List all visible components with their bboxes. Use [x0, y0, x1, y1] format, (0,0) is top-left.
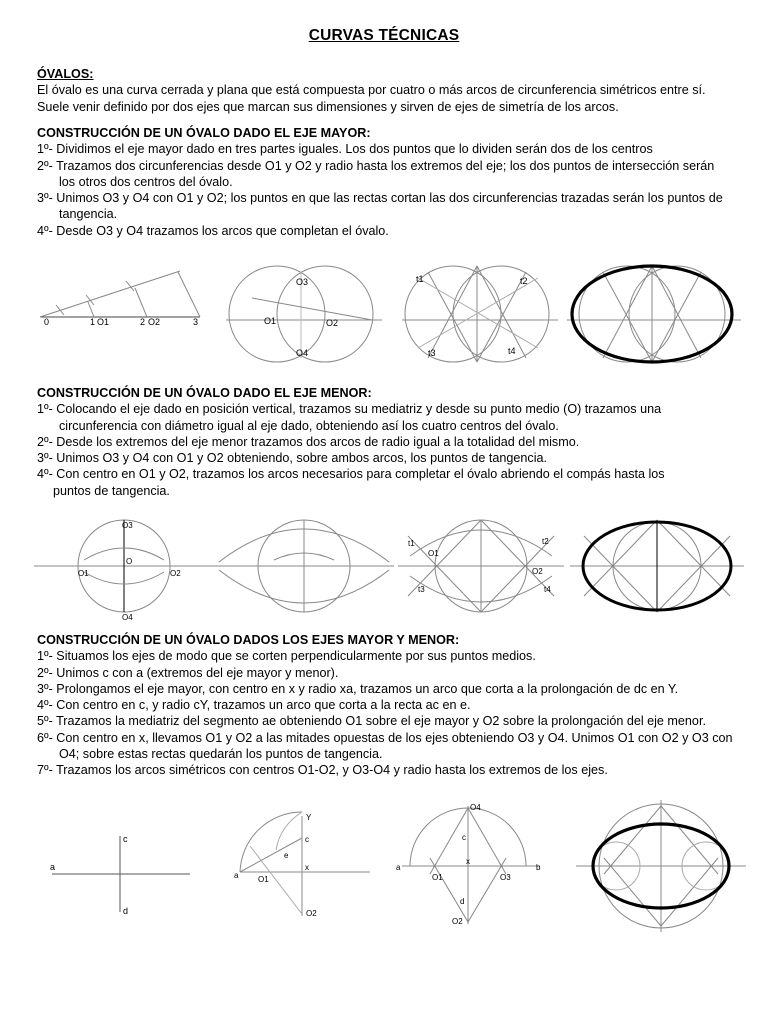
step-line: 7º- Trazamos los arcos simétricos con centros O1-O2, y O3-O4 y radio hasta los extremos de los ejes. — [37, 763, 608, 778]
point-label: b — [536, 863, 541, 872]
axis-label: 2 — [140, 317, 146, 327]
step-line-cont: tangencia. — [59, 207, 118, 222]
point-label: O4 — [122, 613, 133, 622]
point-label: O4 — [470, 803, 481, 812]
step-line: 6º- Con centro en x, llevamos O1 y O2 a las mitades opuestas de los ejes obteniendo O3 y O4. Unimos O1 con O2 y O3 con — [37, 730, 733, 745]
point-label: c — [462, 833, 466, 842]
point-label: d — [460, 897, 465, 906]
point-label: t3 — [418, 585, 425, 594]
figure-eje-menor-1 — [34, 516, 214, 626]
tangent-label: t4 — [508, 346, 516, 356]
step-line: 4º- Desde O3 y O4 trazamos los arcos que completan el óvalo. — [37, 223, 389, 238]
figure-eje-mayor-3 — [398, 258, 564, 370]
point-label: a — [234, 871, 239, 880]
figure-eje-menor-4 — [570, 516, 744, 626]
tangent-label: t1 — [416, 274, 424, 284]
point-label: x — [466, 857, 470, 866]
page-title: CURVAS TÉCNICAS — [308, 27, 460, 44]
step-line: 1º- Colocando el eje dado en posición vertical, trazamos su mediatriz y desde su punto medio (O) trazamos una — [37, 402, 662, 417]
section-ejes-mayor-menor — [37, 632, 737, 779]
figure-eje-menor-3 — [398, 516, 564, 626]
step-line: 1º- Dividimos el eje mayor dado en tres partes iguales. Los dos puntos que lo dividen serán dos de los centros — [37, 142, 653, 157]
section-heading: CONSTRUCCIÓN DE UN ÓVALO DADO EL EJE MENOR: — [37, 386, 372, 400]
point-label: t4 — [544, 585, 551, 594]
section-eje-mayor — [37, 125, 737, 239]
point-label: O1 — [432, 873, 443, 882]
figure-eje-mayor-2 — [222, 258, 388, 370]
step-line: 3º- Unimos O3 y O4 con O1 y O2 obteniendo, sobre ambos arcos, los puntos de tangencia. — [37, 451, 548, 466]
point-label: O — [126, 557, 133, 566]
point-label: O3 — [122, 521, 133, 530]
point-label: d — [123, 906, 129, 916]
step-line: 4º- Con centro en O1 y O2, trazamos los arcos necesarios para completar el óvalo abriendo el compás hasta los — [37, 467, 665, 482]
point-label: a — [50, 862, 56, 872]
point-label: Y — [306, 813, 312, 822]
paragraph-line: El óvalo es una curva cerrada y plana que está compuesta por cuatro o más arcos de circunferencia simétricos entre sí. — [37, 83, 706, 98]
step-line-cont: circunferencia con diámetro igual al eje dado, obteniendo así los cuatro centros del óvalo. — [59, 418, 559, 433]
step-line-cont: puntos de tangencia. — [53, 483, 170, 498]
step-line: 2º- Desde los extremos del eje menor trazamos dos arcos de radio igual a la totalidad del mismo. — [37, 434, 580, 449]
point-label: a — [396, 863, 401, 872]
point-label: O2 — [306, 909, 317, 918]
axis-label: 3 — [193, 317, 199, 327]
point-label: t2 — [542, 537, 549, 546]
center-label: O1 — [264, 316, 277, 326]
tangent-label: t2 — [520, 276, 528, 286]
axis-label: O1 — [97, 317, 110, 327]
step-line: 3º- Unimos O3 y O4 con O1 y O2; los puntos en que las rectas cortan las dos circunferencias trazadas serán los puntos de — [37, 191, 723, 206]
point-label: c — [123, 834, 128, 844]
step-line: 3º- Prolongamos el eje mayor, con centro en x y radio xa, trazamos un arco que corta a la prolongación de dc en Y. — [37, 681, 679, 696]
figure-ejes-1 — [40, 826, 200, 920]
center-label: O2 — [326, 318, 339, 328]
point-label: O1 — [78, 569, 89, 578]
figure-eje-mayor-4 — [565, 258, 745, 370]
section-heading: CONSTRUCCIÓN DE UN ÓVALO DADOS LOS EJES MAYOR Y MENOR: — [37, 633, 460, 647]
figure-eje-menor-2 — [214, 516, 394, 626]
figure-ejes-3 — [396, 800, 546, 930]
step-line: 1º- Situamos los ejes de modo que se corten perpendicularmente por sus puntos medios. — [37, 649, 536, 664]
point-label: O2 — [452, 917, 463, 926]
axis-label: 0 — [44, 317, 50, 327]
point-label: O2 — [170, 569, 181, 578]
step-line-cont: O4; sobre estas rectas quedarán los puntos de tangencia. — [59, 747, 383, 762]
step-line: 4º- Con centro en c, y radio cY, trazamos un arco que corta a la recta ac en e. — [37, 698, 471, 713]
point-label: O2 — [532, 567, 543, 576]
tangent-label: t3 — [428, 348, 436, 358]
step-line: 2º- Trazamos dos circunferencias desde O1 y O2 y radio hasta los extremos del eje; los dos puntos de intersección serán — [37, 158, 715, 173]
point-label: x — [305, 863, 309, 872]
figure-eje-mayor-1 — [30, 255, 210, 345]
section-heading: CONSTRUCCIÓN DE UN ÓVALO DADO EL EJE MAYOR: — [37, 126, 371, 140]
point-label: t1 — [408, 539, 415, 548]
figure-ejes-2 — [230, 810, 380, 930]
step-line: 2º- Unimos c con a (extremos del eje mayor y menor). — [37, 665, 339, 680]
section-eje-menor — [37, 385, 737, 499]
figure-ejes-4 — [574, 798, 748, 938]
axis-label: 1 — [90, 317, 96, 327]
point-label: c — [305, 835, 309, 844]
point-label: O1 — [428, 549, 439, 558]
step-line: 5º- Trazamos la mediatriz del segmento ae obteniendo O1 sobre el eje mayor y O2 sobre la prolongación del eje menor. — [37, 714, 706, 729]
point-label: O3 — [500, 873, 511, 882]
center-label: O3 — [296, 277, 309, 287]
center-label: O4 — [296, 348, 309, 358]
axis-label: O2 — [148, 317, 161, 327]
point-label: e — [284, 851, 289, 860]
point-label: O1 — [258, 875, 269, 884]
section-heading: ÓVALOS: — [37, 67, 94, 81]
paragraph-line: Suele venir definido por dos ejes que marcan sus dimensiones y sirven de ejes de simetría de los arcos. — [37, 99, 619, 114]
section-ovalos — [37, 66, 737, 115]
step-line-cont: los otros dos centros del óvalo. — [59, 174, 233, 189]
